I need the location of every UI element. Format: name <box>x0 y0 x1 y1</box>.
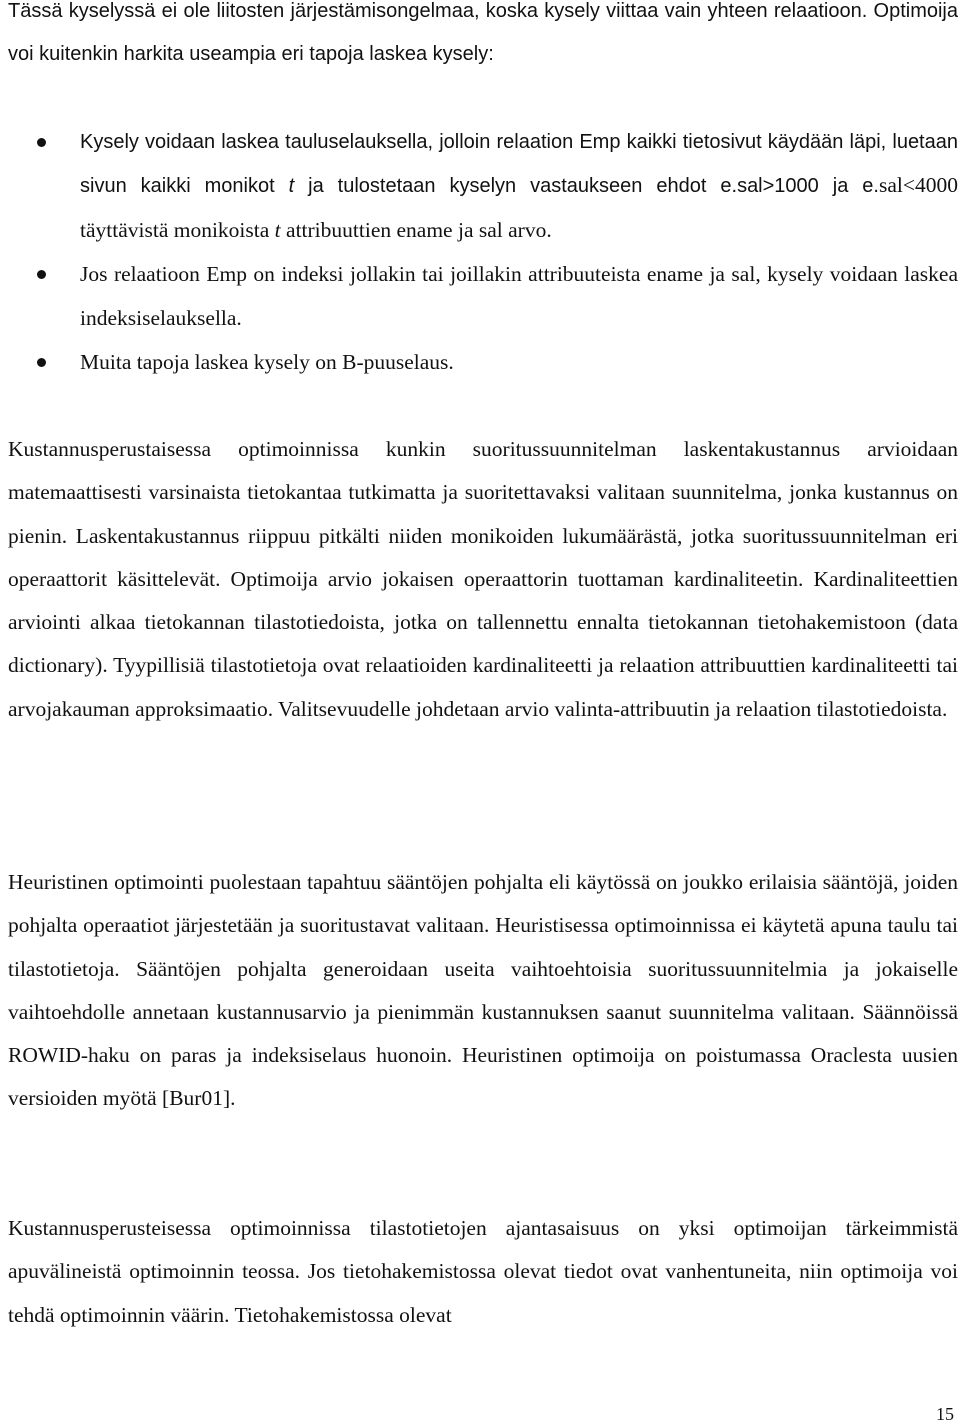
bullet-item-table-scan: Kysely voidaan laskea tauluselauksella, jolloin relaation Emp kaikki tietosivut käydään läpi, luetaan sivun kaikki monikot t ja tulostetaan kyselyn vastaukseen ehdot e.sal>1000 ja e.sal<4000 täyttävistä monikoista t attribuuttien ename ja sal arvo. <box>8 121 958 253</box>
intro-paragraph <box>8 0 958 77</box>
bullet-item-b-tree: Muita tapoja laskea kysely on B-puuselaus. <box>8 341 958 385</box>
bullet-dot-icon <box>37 138 46 147</box>
bullet-item-index-scan: Jos relaatioon Emp on indeksi jollakin tai joillakin attribuuteista ename ja sal, kysely voidaan laskea indeksiselauksella. <box>8 253 958 342</box>
paragraph-cost-based: Kustannusperustaisessa optimoinnissa kunkin suoritussuunnitelman laskentakustannus arvioidaan matemaattisesti varsinaista tietokantaa tutkimatta ja suoritettavaksi valitaan suunnitelma, jonka kustannus on pienin. Laskentakustannus riippuu pitkälti niiden monikoiden lukumäärästä, jotka suoritussuunnitelman eri operaattorit käsittelevät. Optimoija arvio jokaisen operaattorin tuottaman kardinaliteetin. Kardinaliteettien arviointi alkaa tietokannan tilastotiedoista, jotka on tallennettu ennalta tietokannan tietohakemistoon (data dictionary). Tyypillisiä tilastotietoja ovat relaatioiden kardinaliteetti ja relaation attribuuttien kardinaliteetti tai arvojakauman approksimaatio. Valitsevuudelle johdetaan arvio valinta-attribuutin ja relaation tilastotiedoista. <box>8 437 958 721</box>
bullet-dot-icon <box>37 270 46 279</box>
bullet-dot-icon <box>37 358 46 367</box>
paragraph-statistics: Kustannusperusteisessa optimoinnissa tilastotietojen ajantasaisuus on yksi optimoijan tärkeimmistä apuvälineistä optimoinnin teossa. Jos tietohakemistossa olevat tiedot ovat vanhentuneita, niin optimoija voi tehdä optimoinnin väärin. Tietohakemistossa olevat <box>8 1216 958 1327</box>
paragraph-heuristic: Heuristinen optimointi puolestaan tapahtuu sääntöjen pohjalta eli käytössä on joukko erilaisia sääntöjä, joiden pohjalta operaatiot järjestetään ja suoritustavat valitaan. Heuristisessa optimoinnissa ei käytetä apuna taulu tai tilastotietoja. Sääntöjen pohjalta generoidaan useita vaihtoehtoisia suoritussuunnitelmia ja jokaiselle vaihtoehdolle annetaan kustannusarvio ja pienimmän kustannuksen saanut suunnitelma valitaan. Säännöissä ROWID-haku on paras ja indeksiselaus huonoin. Heuristinen optimoija on poistumassa Oraclesta uusien versioiden myötä [Bur01]. <box>8 870 958 1111</box>
bullet-list <box>8 121 958 386</box>
document-page <box>8 0 958 1426</box>
page-number: 15 <box>936 1404 954 1424</box>
intro-text: Tässä kyselyssä ei ole liitosten järjestämisongelmaa, koska kysely viittaa vain yhteen relaatioon. Optimoija voi kuitenkin harkita useampia eri tapoja laskea kysely: <box>8 0 958 66</box>
